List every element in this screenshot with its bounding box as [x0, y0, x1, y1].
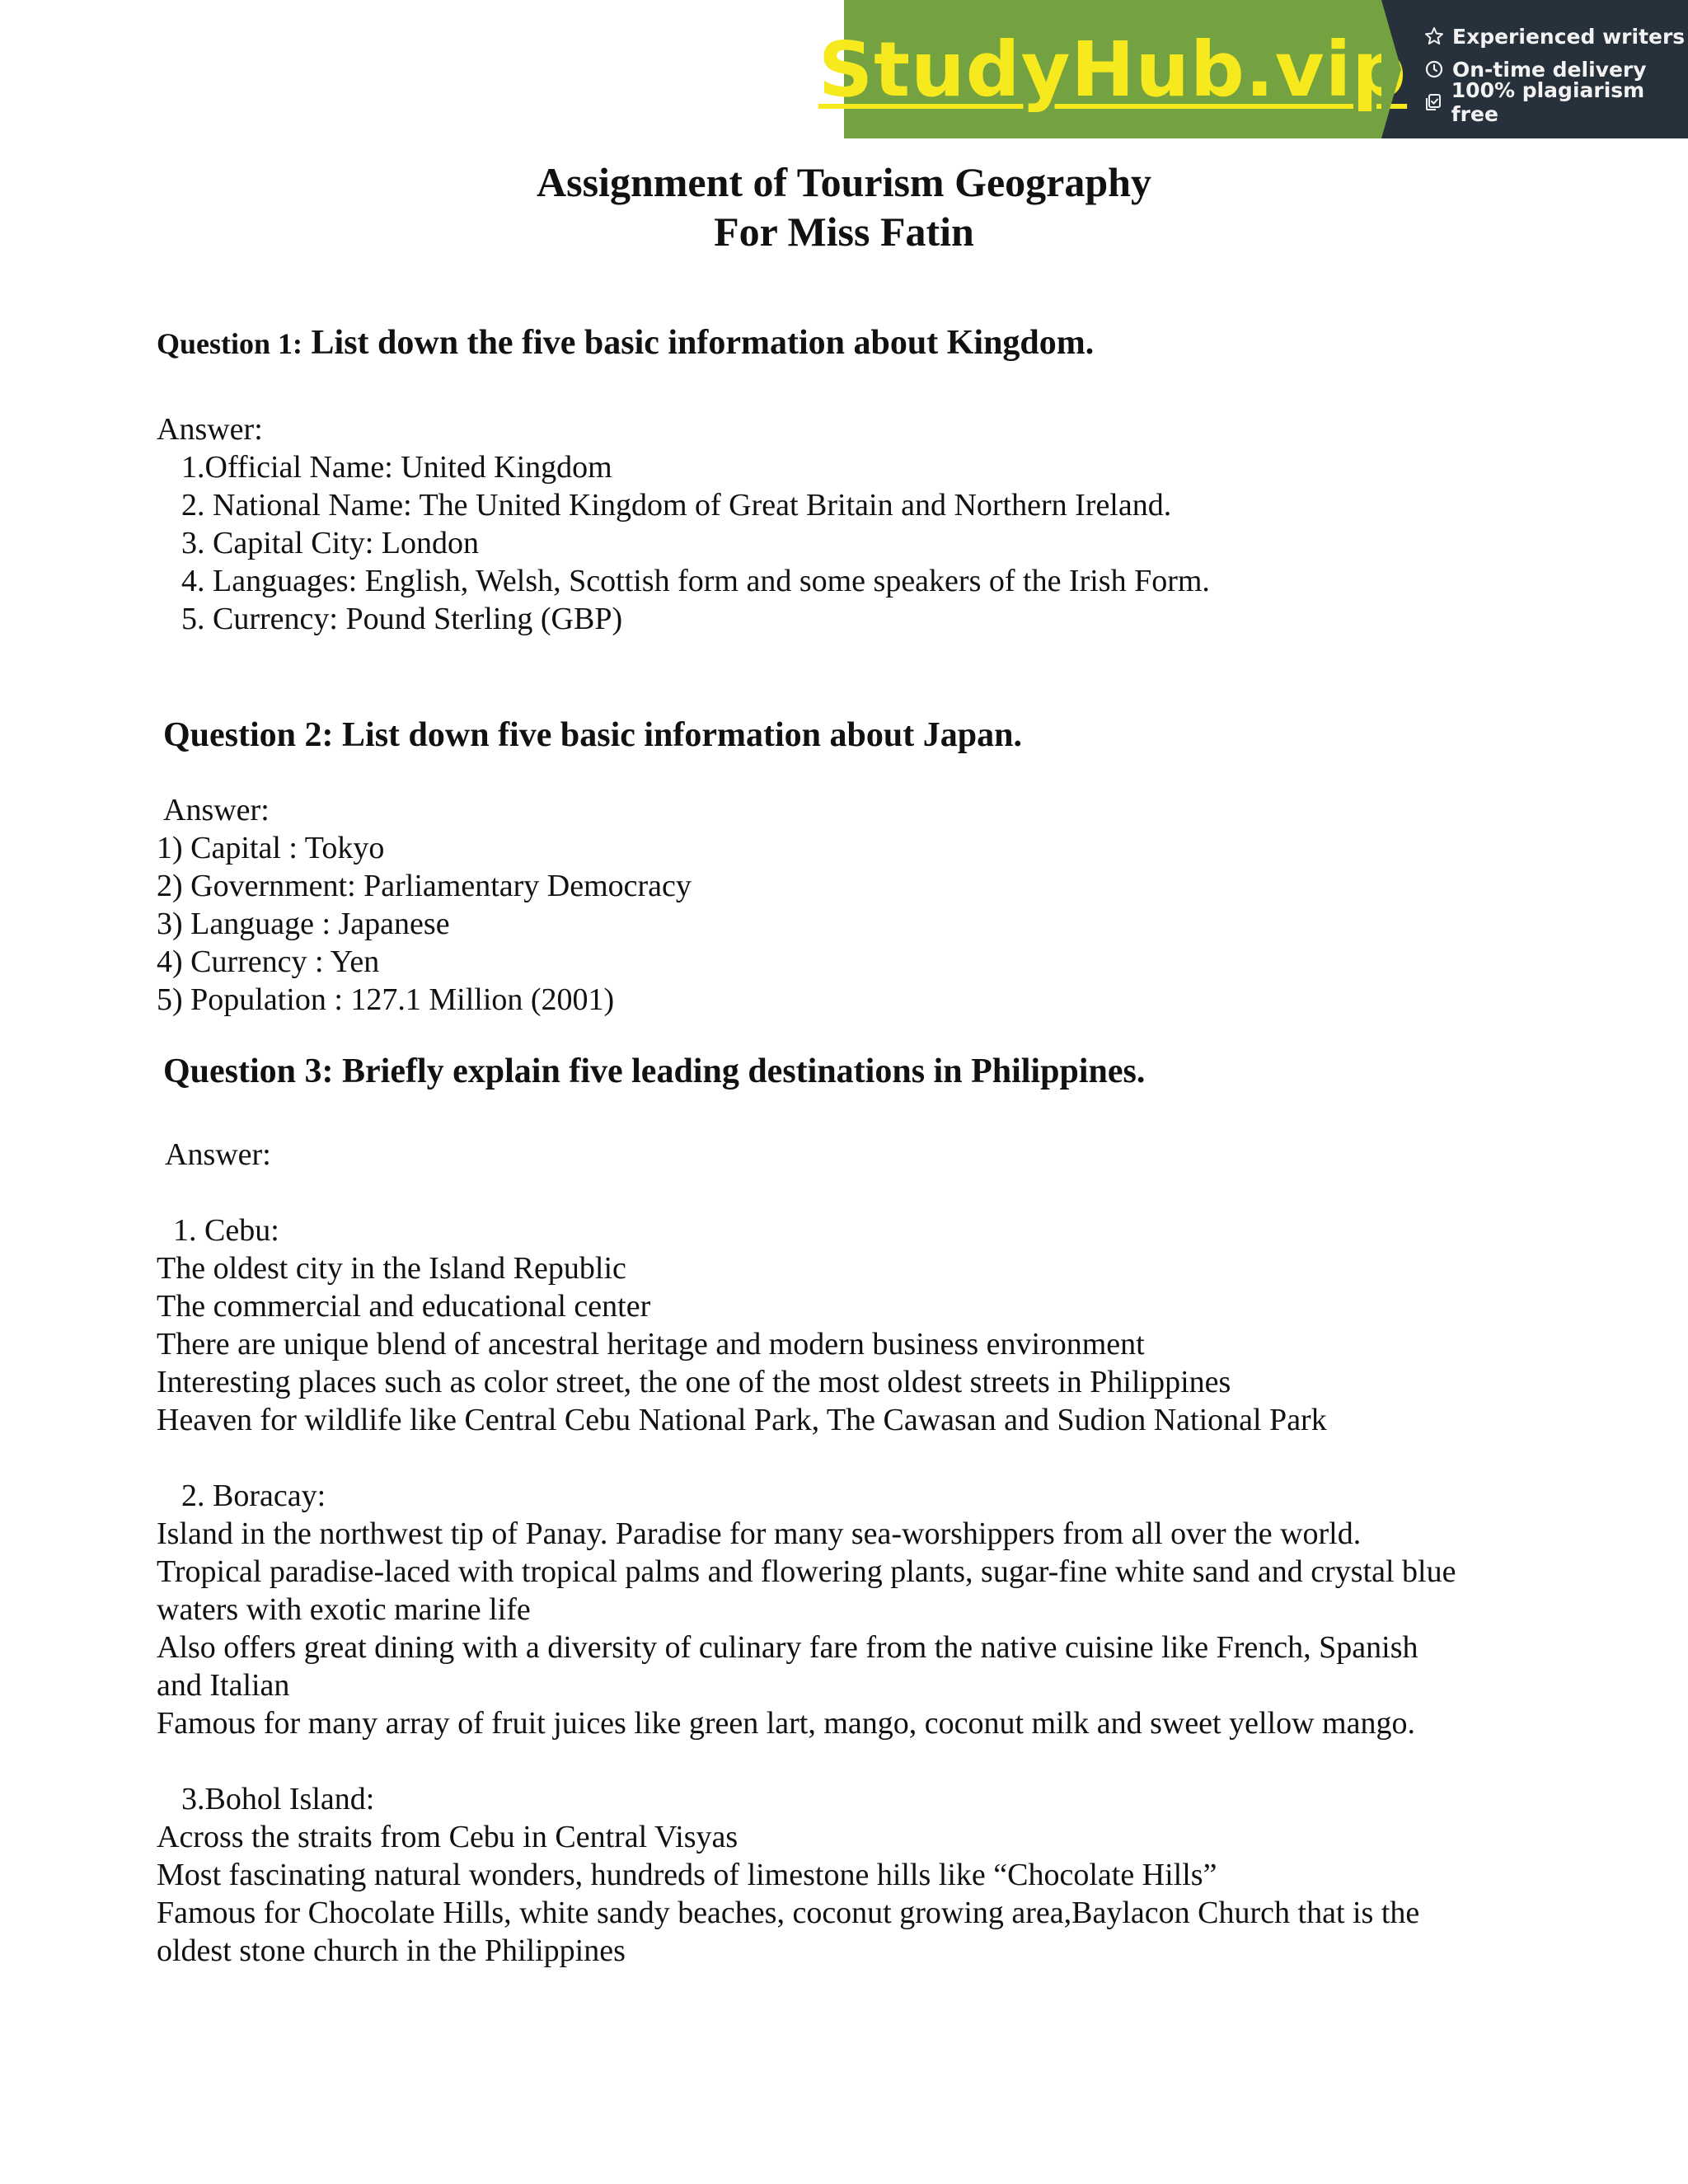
destination-line: Famous for many array of fruit juices like green lart, mango, coconut milk and sweet yellow mango. — [157, 1706, 1415, 1741]
destination-line: Across the straits from Cebu in Central Visyas — [157, 1820, 738, 1854]
q2-item: 5) Population : 127.1 Million (2001) — [157, 982, 615, 1017]
destination-boracay-title: 2. Boracay: — [181, 1479, 326, 1513]
clock-icon — [1423, 58, 1446, 81]
destination-bohol-title: 3.Bohol Island: — [181, 1782, 375, 1816]
destination-line: Heaven for wildlife like Central Cebu National Park, The Cawasan and Sudion National Park — [157, 1403, 1327, 1437]
feature-label: 100% plagiarism free — [1451, 78, 1645, 126]
document-title: Assignment of Tourism Geography — [537, 159, 1151, 205]
feature-label: On-time delivery — [1452, 57, 1647, 82]
feature-label: Experienced writers — [1452, 24, 1686, 49]
destination-line: Island in the northwest tip of Panay. Paradise for many sea-worshippers from all over the world. — [157, 1516, 1362, 1551]
question-1-text: List down the five basic information about Kingdom. — [311, 324, 1095, 362]
destination-line: Famous for Chocolate Hills, white sandy beaches, coconut growing area,Baylacon Church that is the — [157, 1896, 1420, 1930]
document-subtitle: For Miss Fatin — [714, 209, 974, 255]
feature-list — [1381, 0, 1688, 138]
destination-line: Tropical paradise-laced with tropical palms and flowering plants, sugar-fine white sand and crystal blue — [157, 1554, 1456, 1589]
q1-item: 4. Languages: English, Welsh, Scottish form and some speakers of the Irish Form. — [181, 564, 1210, 598]
q2-item: 2) Government: Parliamentary Democracy — [157, 869, 692, 903]
destination-cebu-title: 1. Cebu: — [173, 1213, 279, 1248]
q1-item: 2. National Name: The United Kingdom of Great Britain and Northern Ireland. — [181, 488, 1172, 523]
question-3-heading: Question 3: Briefly explain five leading destinations in Philippines. — [163, 1052, 1146, 1090]
q2-answer-label: Answer: — [163, 793, 270, 827]
q1-answer-label: Answer: — [157, 412, 263, 447]
q1-item: 1.Official Name: United Kingdom — [181, 450, 612, 485]
q2-item: 1) Capital : Tokyo — [157, 831, 385, 865]
destination-line: and Italian — [157, 1668, 290, 1703]
q2-item: 3) Language : Japanese — [157, 907, 450, 941]
q3-answer-label: Answer: — [165, 1137, 271, 1172]
q1-item: 3. Capital City: London — [181, 526, 479, 560]
brand-logo[interactable]: StudyHub.vip — [818, 25, 1408, 114]
destination-line: There are unique blend of ancestral heritage and modern business environment — [157, 1327, 1145, 1361]
brand-logo-area[interactable] — [818, 0, 1408, 138]
copy-check-icon — [1423, 91, 1445, 114]
question-1-heading — [157, 323, 1094, 363]
destination-line: waters with exotic marine life — [157, 1592, 531, 1627]
destination-line: Interesting places such as color street, the one of the most oldest streets in Philippines — [157, 1365, 1231, 1399]
q1-item: 5. Currency: Pound Sterling (GBP) — [181, 602, 623, 636]
destination-line: The commercial and educational center — [157, 1289, 651, 1324]
destination-line: Most fascinating natural wonders, hundreds of limestone hills like “Chocolate Hills” — [157, 1858, 1217, 1892]
question-1-prefix: Question 1: — [157, 327, 303, 360]
feature-plagiarism-free — [1423, 78, 1688, 126]
destination-line: oldest stone church in the Philippines — [157, 1933, 626, 1968]
feature-experienced-writers — [1423, 20, 1688, 53]
destination-line: Also offers great dining with a diversity of culinary fare from the native cuisine like French, Spanish — [157, 1630, 1418, 1665]
studyhub-banner[interactable] — [818, 0, 1688, 138]
star-icon — [1423, 25, 1446, 48]
q2-item: 4) Currency : Yen — [157, 944, 380, 979]
destination-line: The oldest city in the Island Republic — [157, 1251, 626, 1286]
question-2-heading: Question 2: List down five basic information about Japan. — [163, 716, 1022, 754]
